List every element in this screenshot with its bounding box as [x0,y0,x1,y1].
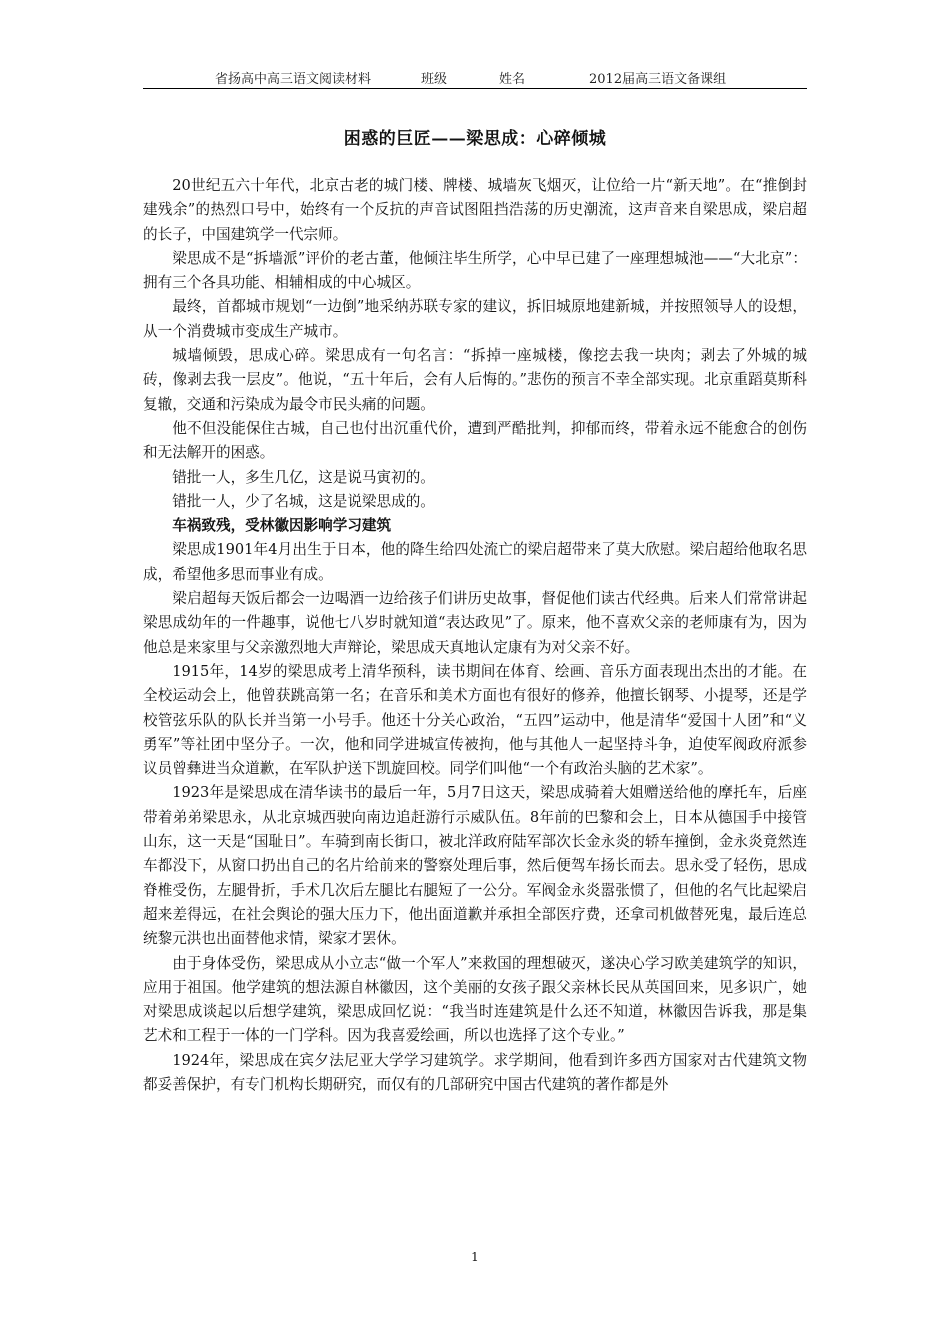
section-heading: 车祸致残，受林徽因影响学习建筑 [172,517,392,535]
paragraph: 错批一人，少了名城，这是说梁思成的。 [172,492,435,510]
paragraph: 1923年是梁思成在清华读书的最后一年，5月7日这天，梁思成骑着大姐赠送给他的摩托车，后座带着弟弟梁思永，从北京城西驶向南边追赶游行示威队伍。8年前的巴黎和会上，日本从德国手中接管山东，这一天是“国耻日”。车骑到南长街口，被北洋政府陆军部次长金永炎的轿车撞倒，金永炎竟然连车都没下，从窗口扔出自己的名片给前来的警察处理后事，然后便驾车扬长而去。思永受了轻伤，思成脊椎受伤，左腿骨折，手术几次后左腿比右腿短了一公分。军阀金永炎嚣张惯了，但他的名气比起梁启超来差得远，在社会舆论的强大压力下，他出面道歉并承担全部医疗费，还拿司机做替死鬼，最后连总统黎元洪也出面替他求情，梁家才罢休。 [143,784,807,948]
paragraph: 20世纪五六十年代，北京古老的城门楼、牌楼、城墙灰飞烟灭，让位给一片“新天地”。在“推倒封建残余”的热烈口号中，始终有一个反抗的声音试图阻挡浩荡的历史潮流，这声音来自梁思成，梁启超的长子，中国建筑学一代宗师。 [143,177,807,243]
page-number: 1 [471,1250,479,1264]
paragraph: 由于身体受伤，梁思成从小立志“做一个军人”来救国的理想破灭，遂决心学习欧美建筑学的知识，应用于祖国。他学建筑的想法源自林徽因，这个美丽的女孩子跟父亲林长民从英国回来，见多识广，她对梁思成谈起以后想学建筑，梁思成回忆说：“我当时连建筑是什么还不知道，林徽因告诉我，那是集艺术和工程于一体的一门学科。因为我喜爱绘画，所以也选择了这个专业。” [143,954,807,1045]
article-title: 困惑的巨匠——梁思成：心碎倾城 [343,129,607,149]
header-group: 2012届高三语文备课组 [589,72,727,87]
paragraph: 城墙倾毁，思成心碎。梁思成有一句名言：“拆掉一座城楼，像挖去我一块肉；剥去了外城的城砖，像剥去我一层皮”。他说，“五十年后，会有人后悔的。”悲伤的预言不幸全部实现。北京重蹈莫斯科复辙，交通和污染成为最令市民头痛的问题。 [143,347,807,413]
page-header [143,66,807,89]
paragraph: 梁启超每天饭后都会一边喝酒一边给孩子们讲历史故事，督促他们读古代经典。后来人们常常讲起梁思成幼年的一件趣事，说他七八岁时就知道“表达政见”了。原来，他不喜欢父亲的老师康有为，因为他总是来家里与父亲激烈地大声辩论，梁思成天真地认定康有为对父亲不好。 [143,590,807,656]
article-body [143,174,807,1097]
paragraph: 最终，首都城市规划“一边倒”地采纳苏联专家的建议，拆旧城原地建新城，并按照领导人的设想，从一个消费城市变成生产城市。 [143,298,807,340]
paragraph: 梁思成不是“拆墙派”评价的老古董，他倾注毕生所学，心中早已建了一座理想城池——“大北京”：拥有三个各具功能、相辅相成的中心城区。 [143,249,807,292]
paragraph: 错批一人，多生几亿，这是说马寅初的。 [172,468,435,486]
header-name-label: 姓名 [499,72,526,87]
header-material: 省扬高中高三语文阅读材料 [215,72,372,87]
paragraph: 梁思成1901年4月出生于日本，他的降生给四处流亡的梁启超带来了莫大欣慰。梁启超给他取名思成，希望他多思而事业有成。 [143,541,807,583]
paragraph: 1924年，梁思成在宾夕法尼亚大学学习建筑学。求学期间，他看到许多西方国家对古代建筑文物都妥善保护，有专门机构长期研究，而仅有的几部研究中国古代建筑的著作都是外 [143,1051,807,1093]
paragraph: 1915年，14岁的梁思成考上清华预科，读书期间在体育、绘画、音乐方面表现出杰出的才能。在全校运动会上，他曾获跳高第一名；在音乐和美术方面也有很好的修养，他擅长钢琴、小提琴，还是学校管弦乐队的队长并当第一小号手。他还十分关心政治，“五四”运动中，他是清华“爱国十人团”和“义勇军”等社团中坚分子。一次，他和同学进城宣传被拘，他与其他人一起坚持斗争，迫使军阀政府派参议员曾彝进当众道歉，在军队护送下凯旋回校。同学们叫他“一个有政治头脑的艺术家”。 [143,662,807,778]
paragraph: 他不但没能保住古城，自己也付出沉重代价，遭到严酷批判，抑郁而终，带着永远不能愈合的创伤和无法解开的困惑。 [143,419,807,462]
header-class-label: 班级 [421,72,448,87]
